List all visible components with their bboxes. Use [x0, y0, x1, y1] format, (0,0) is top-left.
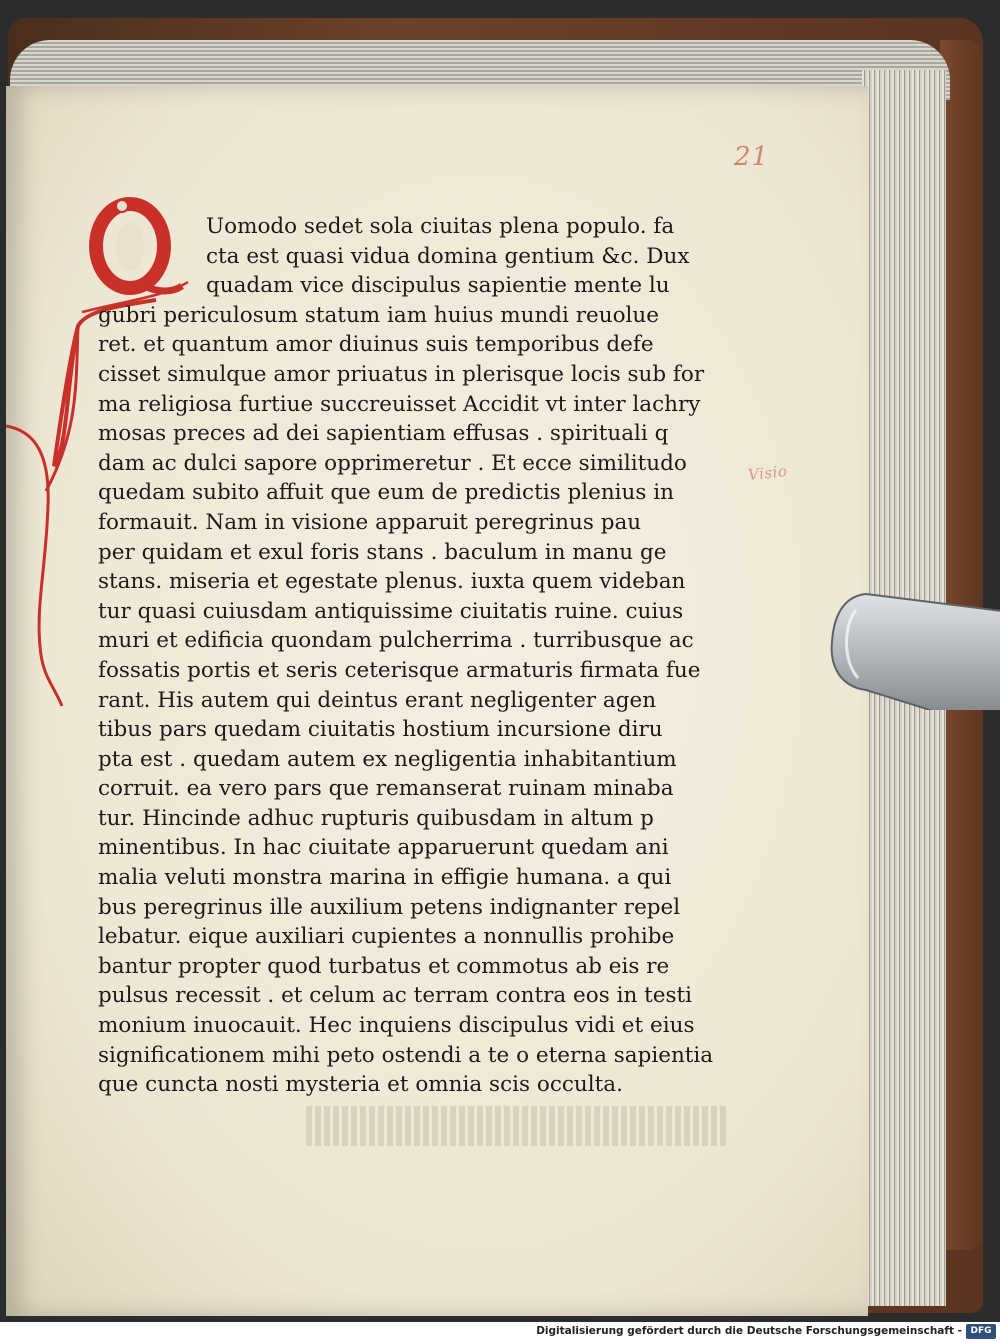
text-line: cta est quasi vidua domina gentium &c. Dux — [206, 243, 690, 269]
text-line: lebatur. eique auxiliari cupientes a nonnullis prohibe — [98, 924, 675, 950]
page-clamp — [826, 590, 1000, 710]
text-line: pulsus recessit . et celum ac terram contra eos in testi — [98, 983, 693, 1009]
text-line: tur. Hincinde adhuc rupturis quibusdam in altum p — [98, 805, 654, 831]
text-line: tibus pars quedam ciuitatis hostium incursione diru — [98, 717, 663, 743]
text-line: cisset simulque amor priuatus in plerisque locis sub for — [98, 361, 705, 387]
text-line: que cuncta nosti mysteria et omnia scis occulta. — [98, 1072, 623, 1098]
text-line: corruit. ea vero pars que remanserat ruinam minaba — [98, 776, 674, 802]
text-block — [98, 212, 720, 1100]
text-line: malia veluti monstra marina in effigie humana. a qui — [98, 865, 672, 891]
text-line: muri et edificia quondam pulcherrima . turribusque ac — [98, 628, 694, 654]
text-line: bantur propter quod turbatus et commotus ab eis re — [98, 953, 670, 979]
text-line: formauit. Nam in visione apparuit peregrinus pau — [98, 509, 642, 535]
text-line: stans. miseria et egestate plenus. iuxta quem videban — [98, 569, 686, 595]
text-line: quedam subito affuit que eum de predictis plenius in — [98, 480, 674, 506]
dfg-logo: DFG — [966, 1324, 996, 1339]
text-line: fossatis portis et seris ceterisque armaturis firmata fue — [98, 657, 701, 683]
text-line: ma religiosa furtiue succreuisset Accidit vt inter lachry — [98, 391, 701, 417]
folio-number: 21 — [734, 142, 770, 172]
text-line: significationem mihi peto ostendi a te o eterna sapientia — [98, 1042, 714, 1068]
text-line: quadam vice discipulus sapientie mente lu — [206, 273, 670, 299]
funding-credit: Digitalisierung gefördert durch die Deutsche Forschungsgemeinschaft - — [536, 1325, 962, 1337]
text-line: bus peregrinus ille auxilium petens indignanter repel — [98, 894, 681, 920]
text-line: gubri periculosum statum iam huius mundi reuolue — [98, 302, 660, 328]
footer-bar — [0, 1322, 1000, 1342]
text-line: minentibus. In hac ciuitate apparuerunt quedam ani — [98, 835, 669, 861]
text-line: tur quasi cuiusdam antiquissime ciuitatis ruine. cuius — [98, 598, 684, 624]
text-line: rant. His autem qui deintus erant negligenter agen — [98, 687, 657, 713]
text-line: monium inuocauit. Hec inquiens discipulus vidi et eius — [98, 1013, 695, 1039]
show-through-text — [306, 1106, 726, 1146]
text-line: pta est . quedam autem ex negligentia inhabitantium — [98, 746, 677, 772]
text-line: Uomodo sedet sola ciuitas plena populo. fa — [206, 214, 675, 239]
text-line: per quidam et exul foris stans . baculum in manu ge — [98, 539, 667, 565]
book-page — [6, 86, 868, 1316]
marginal-note: Visio — [747, 461, 789, 485]
text-line: dam ac dulci sapore opprimeretur . Et ecce similitudo — [98, 450, 687, 476]
text-line: mosas preces ad dei sapientiam effusas . spirituali q — [98, 421, 669, 447]
text-line: ret. et quantum amor diuinus suis temporibus defe — [98, 332, 654, 358]
